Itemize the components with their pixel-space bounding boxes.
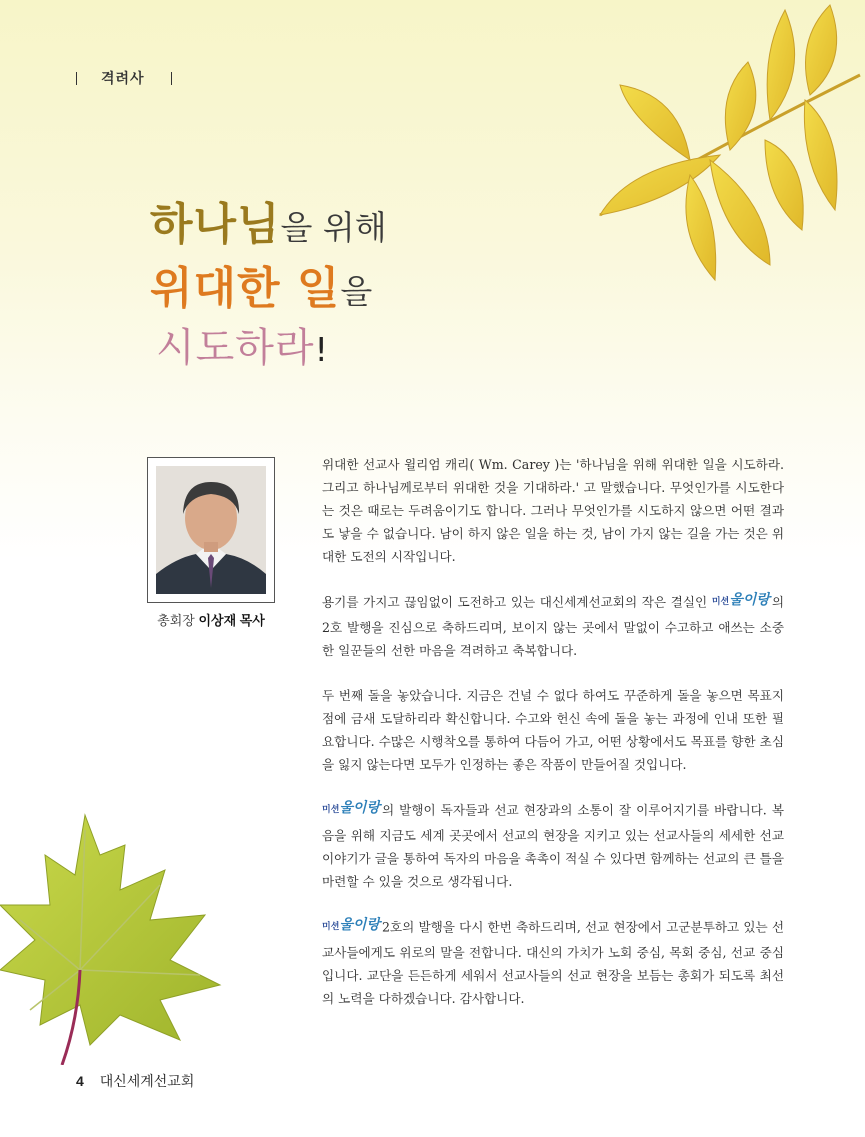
title-line-1-rest: 을 위해 (280, 208, 387, 247)
title-line-1 (150, 188, 387, 252)
page-title (150, 188, 387, 380)
title-line-1-emphasis: 하나님 (150, 199, 281, 250)
author-name: 이상재 목사 (198, 613, 265, 628)
portrait-image (156, 466, 266, 594)
page-footer (76, 1071, 194, 1091)
title-line-3-emphasis: 시도하라 (156, 325, 315, 371)
author-photo (147, 457, 275, 603)
paragraph-2 (322, 590, 784, 662)
author-role: 총회장 (157, 613, 195, 628)
title-line-2 (150, 252, 387, 316)
mission-logo: 미션울이랑 (711, 592, 770, 608)
title-line-2-emphasis: 위대한 일 (150, 263, 341, 314)
paragraph-2-lead: 용기를 가지고 끊임없이 도전하고 있는 대신세계선교회의 작은 결실인 (322, 594, 708, 610)
paragraph-5-text: 2호의 발행을 다시 한번 축하드리며, 선교 현장에서 고군분투하고 있는 선교사들에게도 위로의 말을 전합니다. 대신의 가치가 노회 중심, 목회 중심, 선교 중심입니다. 교단을 든든하게 세워서 선교사들의 선교 현장을 보듬는 총회가 되도록 최선의 노력을 다하겠습니다. 감사합니다. (322, 919, 784, 1006)
divider-left (76, 72, 77, 85)
title-line-3 (156, 316, 387, 380)
article-body (322, 453, 784, 1032)
yellow-leaf-illustration (570, 0, 865, 290)
paragraph-3: 두 번째 돌을 놓았습니다. 지금은 건널 수 없다 하여도 꾸준하게 돌을 놓으면 목표지점에 금새 도달하리라 확신합니다. 수고와 헌신 속에 돌을 놓는 과정에 인내 또한 필요합니다. 수많은 시행착오를 통하여 다듬어 가고, 어떤 상황에서도 목표를 향한 초심을 잃지 않는다면 모두가 인정하는 좋은 작품이 만들어질 것입니다. (322, 688, 784, 772)
section-label-text: 격려사 (101, 70, 145, 86)
section-label (76, 68, 172, 88)
mission-logo: 미션울이랑 (322, 917, 380, 933)
title-line-3-rest: ! (314, 330, 328, 369)
green-leaf-illustration (0, 810, 230, 1065)
mission-logo: 미션울이랑 (322, 800, 380, 816)
paragraph-5 (322, 915, 784, 1010)
paragraph-4-text: 의 발행이 독자들과 선교 현장과의 소통이 잘 이루어지기를 바랍니다. 복음을 위해 지금도 세계 곳곳에서 선교의 현장을 지키고 있는 선교사들의 세세한 선교 이야기가 글을 통하여 독자의 마음을 촉촉이 적실 수 있다면 함께하는 선교의 큰 틀을 마련할 수 있을 것으로 생각됩니다. (322, 802, 784, 889)
title-line-2-rest: 을 (340, 272, 373, 311)
paragraph-1: 위대한 선교사 윌리엄 캐리( Wm. Carey )는 '하나님을 위해 위대한 일을 시도하라. 그리고 하나님께로부터 위대한 것을 기대하라.' 고 말했습니다. 무엇인가를 시도한다는 것은 때로는 두려움이기도 합니다. 그러나 무엇인가를 시도하지 않으면 어떤 결과도 낳을 수 없습니다. 남이 하지 않은 일을 하는 것, 남이 가지 않는 길을 가는 것은 위대한 도전의 시작입니다. (322, 457, 784, 564)
paragraph-4 (322, 798, 784, 893)
publication-name: 대신세계선교회 (99, 1073, 195, 1089)
divider-right (171, 72, 172, 85)
paragraph-2-rest: 의 2호 발행을 진심으로 축하드리며, 보이지 않는 곳에서 말없이 수고하고 애쓰는 소중한 일꾼들의 선한 마음을 격려하고 축복합니다. (322, 594, 784, 658)
page-number: 4 (76, 1073, 84, 1089)
author-caption (147, 610, 275, 629)
